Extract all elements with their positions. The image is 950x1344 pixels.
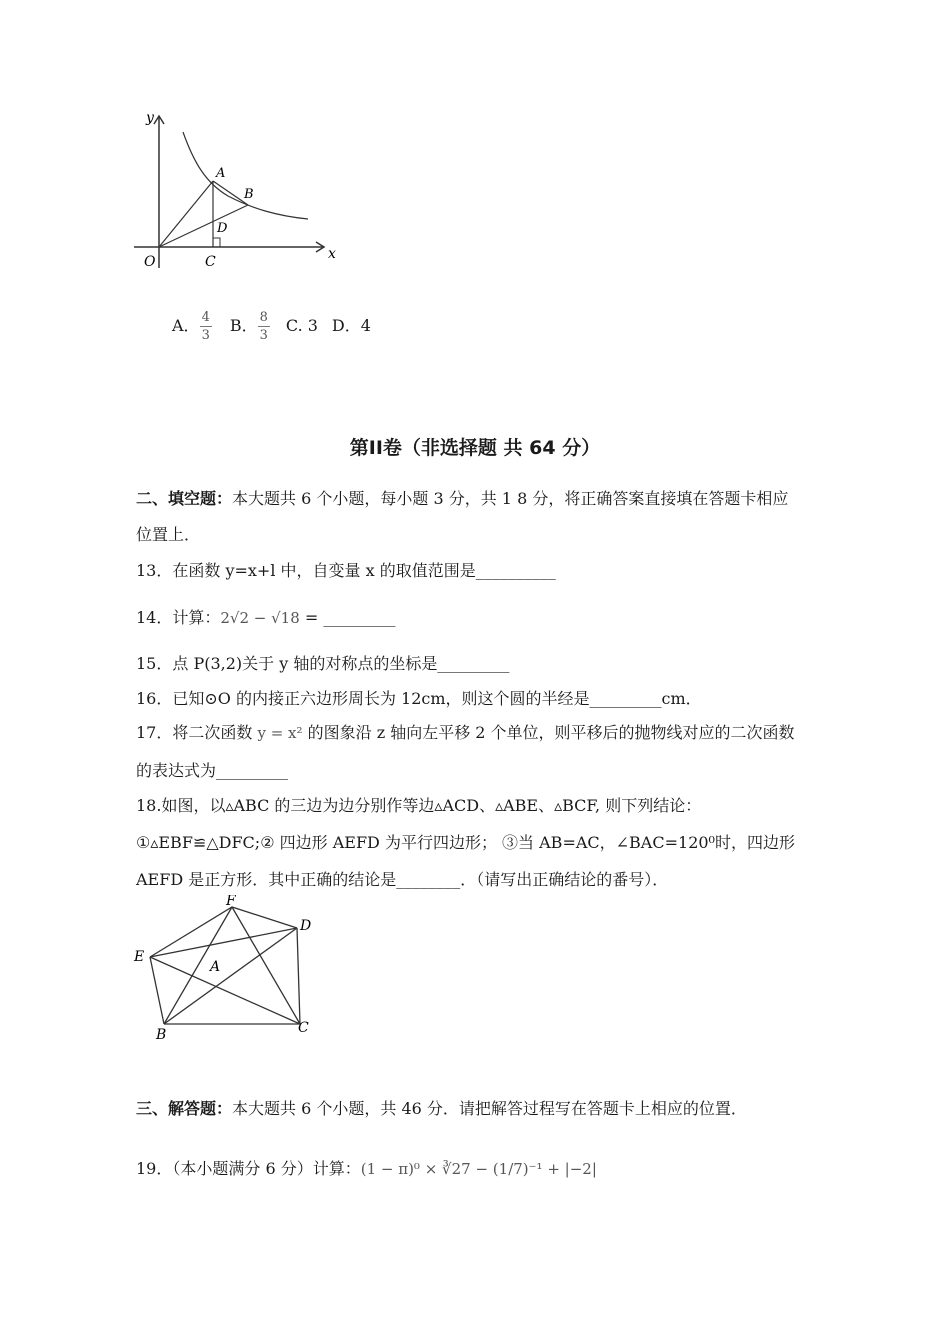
q17-prefix: 17．将二次函数 bbox=[136, 723, 258, 742]
label-c2: C bbox=[298, 1020, 309, 1036]
segment-ab bbox=[213, 181, 248, 205]
label-b2: B bbox=[156, 1027, 167, 1043]
question-14 bbox=[136, 607, 395, 629]
label-a2: A bbox=[210, 959, 221, 975]
question-15: 15．点 P(3,2)关于 y 轴的对称点的坐标是_________ bbox=[136, 654, 510, 673]
q14-expression: 2√2 − √18 bbox=[220, 609, 300, 627]
section-ii-title: 第II卷（非选择题 共 64 分） bbox=[349, 437, 601, 459]
segment-e-d bbox=[150, 928, 297, 957]
q17-expression: y = x² bbox=[257, 724, 303, 742]
answer-section-text: 本大题共 6 个小题，共 46 分．请把解答过程写在答题卡上相应的位置． bbox=[232, 1099, 747, 1118]
fill-section-heading: 二、填空题： bbox=[136, 489, 233, 508]
question-17-line2: 的表达式为_________ bbox=[136, 761, 289, 780]
question-18-line1: 18.如图，以▵ABC 的三边为边分别作等边▵ACD、▵ABE、▵BCF, 则下列结论： bbox=[136, 796, 702, 815]
label-b: B bbox=[244, 187, 254, 202]
answer-section-intro bbox=[136, 1098, 747, 1120]
segment-f-b bbox=[164, 907, 232, 1024]
question-16: 16．已知⊙O 的内接正六边形周长为 12cm，则这个圆的半经是_________cm． bbox=[136, 689, 702, 708]
segment-b-e bbox=[150, 957, 164, 1024]
option-b-label: B． bbox=[229, 316, 258, 335]
q17-suffix: 的图象沿 z 轴向左平移 2 个单位，则平移后的抛物线对应的二次函数 bbox=[302, 723, 795, 742]
question-19 bbox=[136, 1158, 597, 1180]
question-18-line2: ①▵EBF≌△DFC;② 四边形 AEFD 为平行四边形； ③当 AB=AC，∠BAC=120⁰时，四边形 bbox=[136, 833, 795, 852]
segment-e-c bbox=[150, 957, 300, 1024]
option-a-label: A． bbox=[172, 316, 200, 335]
label-a: A bbox=[216, 166, 226, 181]
q14-suffix: = _________ bbox=[299, 608, 396, 627]
question-13: 13．在函数 y=x+l 中，自变量 x 的取值范围是__________ bbox=[136, 561, 556, 580]
segment-f-c bbox=[232, 907, 300, 1024]
segment-d-c bbox=[297, 928, 300, 1024]
label-c: C bbox=[205, 254, 216, 270]
label-y: y bbox=[146, 110, 154, 126]
label-f: F bbox=[226, 895, 236, 909]
q19-expression: (1 − π)⁰ × ∛27 − (1/7)⁻¹ + |−2| bbox=[360, 1160, 597, 1178]
fill-section-intro bbox=[136, 488, 788, 510]
q19-prefix: 19．（本小题满分 6 分）计算： bbox=[136, 1159, 361, 1178]
fill-section-intro-line2: 位置上． bbox=[136, 525, 201, 544]
label-e: E bbox=[134, 949, 145, 965]
q14-prefix: 14．计算： bbox=[136, 608, 221, 627]
segment-ob bbox=[159, 205, 248, 247]
answer-section-heading: 三、解答题： bbox=[136, 1099, 233, 1118]
question-18-line3: AEFD 是正方形．其中正确的结论是________．（请写出正确结论的番号）． bbox=[136, 870, 669, 889]
segment-b-d bbox=[164, 928, 297, 1024]
label-o: O bbox=[144, 254, 156, 270]
segment-oa bbox=[159, 181, 213, 247]
option-b-fraction: $\frac{8}{3}$ bbox=[259, 309, 268, 343]
label-d: D bbox=[217, 221, 228, 236]
label-x: x bbox=[328, 246, 336, 262]
function-graph-figure bbox=[128, 108, 348, 273]
right-angle-mark bbox=[213, 238, 220, 247]
q12-options bbox=[172, 304, 371, 348]
triangle-figure bbox=[130, 895, 330, 1045]
option-c: C. 3 bbox=[285, 316, 318, 335]
option-d: D．4 bbox=[331, 316, 371, 335]
question-17 bbox=[136, 722, 795, 744]
label-d2: D bbox=[300, 918, 312, 934]
option-a-fraction: $\frac{4}{3}$ bbox=[201, 309, 210, 343]
fill-section-intro-line1: 本大题共 6 个小题，每小题 3 分，共 1 8 分，将正确答案直接填在答题卡相应 bbox=[232, 489, 789, 508]
